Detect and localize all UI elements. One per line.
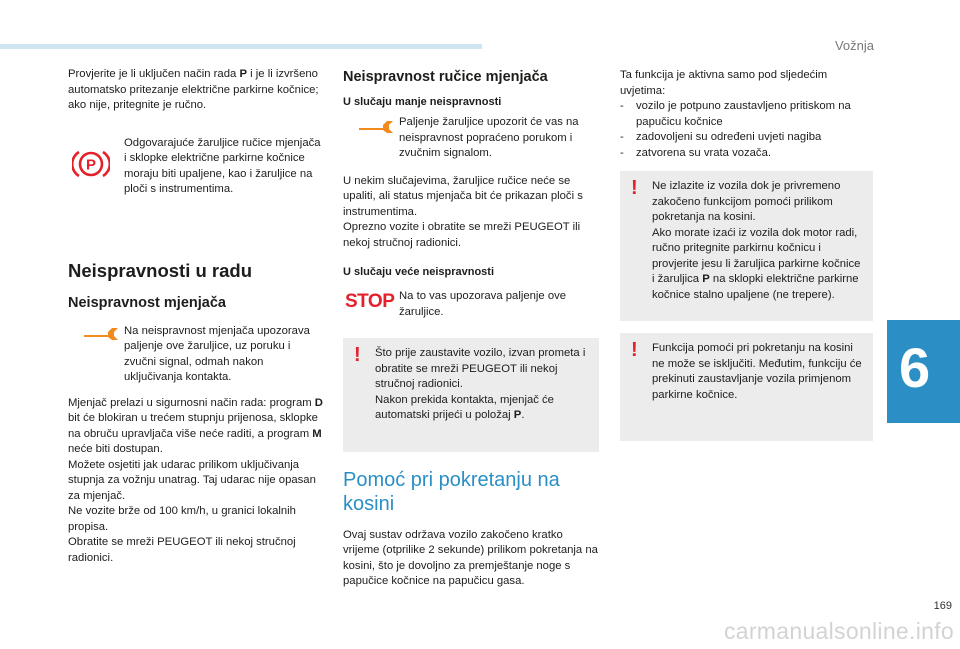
chapter-number: 6 xyxy=(899,336,931,399)
warning-icon: ! xyxy=(631,339,638,361)
warning-box-stop xyxy=(343,338,599,452)
lever-wrench-row xyxy=(343,115,599,162)
list-item: - zatvorena su vrata vozača. xyxy=(620,146,772,159)
heading-hill-start-assist: Pomoć pri pokretanju na kosini xyxy=(343,468,560,515)
page-number: 169 xyxy=(933,600,952,612)
warning-stop-line-2: Nakon prekida kontakta, mjenjač će automatski prijeći u položaj P. xyxy=(375,393,554,421)
warning-exit-line-2: Ako morate izaći iz vozila dok motor radi, ručno pritegnite parkirnu kočnicu i provjerite jesu li žaruljica parkirne kočnice i žaruljica P na sklopki električne parkirne kočnice stalno upaljene (ne trepere). xyxy=(652,226,861,301)
warning-cannot-disable-text: Funkcija pomoći pri pokretanju na kosini ne može se isključiti. Međutim, funkciju će prekinuti zaustavljanje vozila primjenom parkirne kočnice. xyxy=(652,342,862,401)
section-title: Vožnja xyxy=(834,38,874,53)
warning-box-cannot-disable xyxy=(620,333,873,441)
wrench-icon xyxy=(82,326,118,347)
stop-row xyxy=(343,289,599,320)
stop-text: Na to vas upozorava paljenje ove žaruljice. xyxy=(399,290,567,318)
heading-major-fault: U slučaju veće neispravnosti xyxy=(343,266,495,278)
heading-gear-lever-fault: Neispravnost ručice mjenjača xyxy=(343,69,548,85)
column-left xyxy=(68,67,324,566)
parking-brake-icon xyxy=(72,148,110,185)
gearbox-paragraph-4: Obratite se mreži PEUGEOT ili nekoj stručnoj radionici. xyxy=(68,536,296,564)
lever-paragraph-2: Oprezno vozite i obratite se mreži PEUGEOT ili nekoj stručnoj radionici. xyxy=(343,221,581,249)
warning-box-exit-vehicle xyxy=(620,171,873,321)
gearbox-paragraph-1: Mjenjač prelazi u sigurnosni način rada: program D bit će blokiran u trećem stupnju prijenosa, sklopke na obruču upravljača više neće raditi, a program M neće biti dostupan. xyxy=(68,396,323,455)
top-accent-bar xyxy=(0,44,482,49)
gearbox-paragraph-3: Ne vozite brže od 100 km/h, u granici lokalnih propisa. xyxy=(68,505,296,533)
lever-paragraph-1: U nekim slučajevima, žaruljice ručice neće se upaliti, ali status mjenjača bit će prikazan ploči s instrumentima. xyxy=(343,174,583,218)
column-right xyxy=(620,68,874,441)
wrench-icon xyxy=(357,119,393,140)
gearbox-wrench-text: Na neispravnost mjenjača upozorava paljenje ove žaruljice, uz poruku i zvučni signal, odmah nakon uključivanja kontakta. xyxy=(124,324,310,383)
list-item: - vozilo je potpuno zaustavljeno pritiskom na papučicu kočnice xyxy=(620,100,851,128)
column-middle xyxy=(343,68,599,590)
list-item: - zadovoljeni su određeni uvjeti nagiba xyxy=(620,131,822,143)
warning-icon: ! xyxy=(631,177,638,199)
gearbox-paragraph-2: Možete osjetiti jak udarac prilikom uključivanja stupnja za vožnju unatrag. Taj udarac nije opasan za mjenjač. xyxy=(68,458,316,502)
warning-icon: ! xyxy=(354,344,361,366)
gearbox-wrench-row xyxy=(68,324,324,386)
heading-malfunctions: Neispravnosti u radu xyxy=(68,259,253,281)
stop-icon: STOP xyxy=(345,291,395,312)
conditions-intro: Ta funkcija je aktivna samo pod sljedećim uvjetima: xyxy=(620,69,828,97)
watermark: carmanualsonline.info xyxy=(723,618,954,644)
hill-start-paragraph: Ovaj sustav održava vozilo zakočeno kratko vrijeme (otprilike 2 sekunde) prilikom pokretanja na kosini, što je dovoljno za premještanje noge s papučice kočnice na papučicu gasa. xyxy=(343,528,598,587)
conditions-list xyxy=(620,99,874,161)
heading-gearbox-fault: Neispravnost mjenjača xyxy=(68,294,226,311)
heading-minor-fault: U slučaju manje neispravnosti xyxy=(343,96,502,108)
lever-wrench-text: Paljenje žaruljice upozorit će vas na neispravnost popraćeno porukom i zvučnim signalom. xyxy=(399,116,579,159)
warning-stop-line-1: Što prije zaustavite vozilo, izvan prometa i obratite se mreži PEUGEOT ili nekoj stručnoj radionici. xyxy=(375,347,586,390)
intro-paragraph: Provjerite je li uključen način rada P i je li izvršeno automatsko pritezanje električne parkirne kočnice; ako nije, pritegnite je ručno. xyxy=(68,68,319,111)
warning-exit-line-1: Ne izlazite iz vozila dok je privremeno zakočeno funkcijom pomoći prilikom pokretanja na kosini. xyxy=(652,180,841,223)
svg-text:P: P xyxy=(85,156,97,173)
parking-brake-row xyxy=(68,136,324,198)
parking-brake-text: Odgovarajuće žaruljice ručice mjenjača i sklopke električne parkirne kočnice moraju biti upaljene, kao i žaruljice na ploči s instrumentima. xyxy=(124,136,321,195)
